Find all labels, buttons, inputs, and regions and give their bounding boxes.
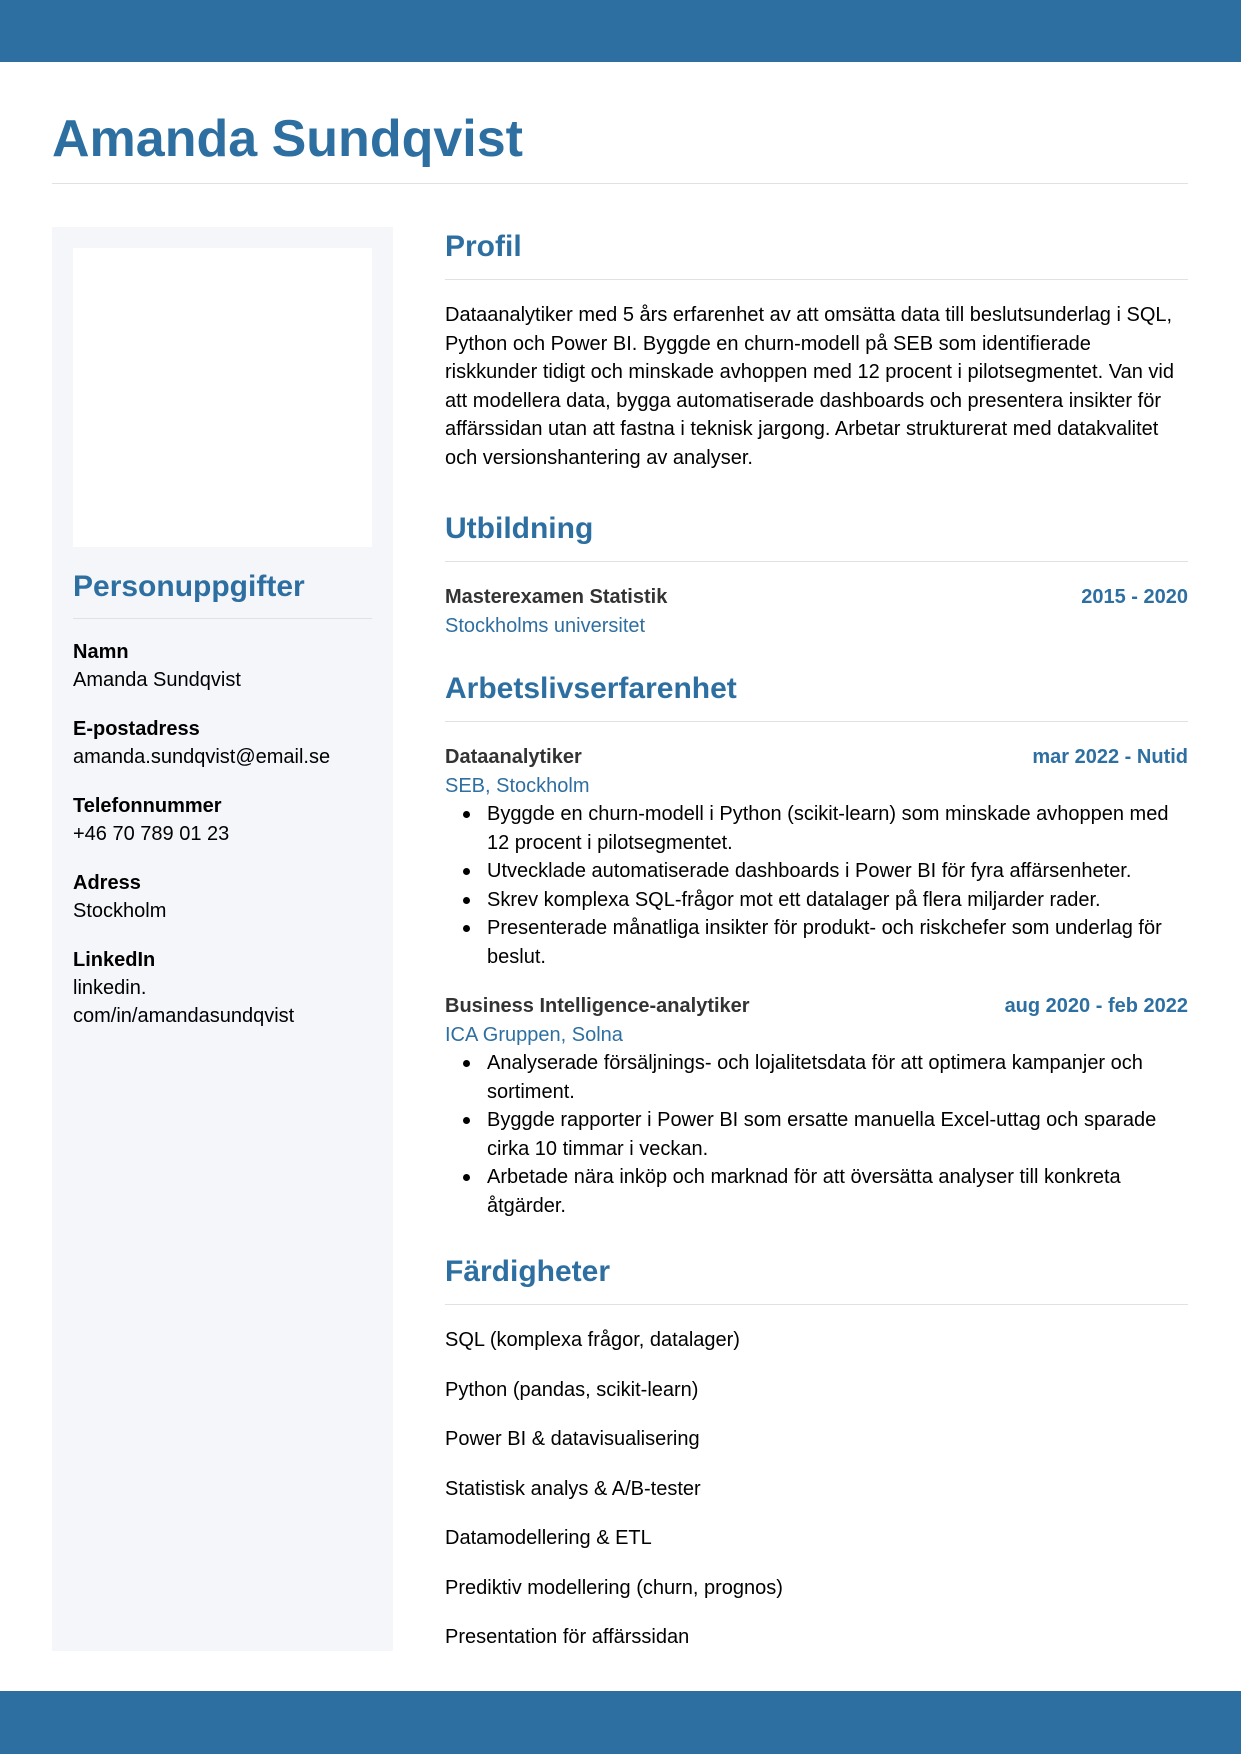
skill-item: Power BI & datavisualisering bbox=[445, 1428, 700, 1450]
achievement-item: Skrev komplexa SQL-frågor mot ett datalager på flera miljarder rader. bbox=[445, 886, 1188, 915]
personal-info-fields bbox=[73, 638, 373, 1051]
achievement-item: Byggde en churn-modell i Python (scikit-learn) som minskade avhoppen med 12 procent i pilotsegmentet. bbox=[445, 800, 1188, 857]
skill-item: Statistisk analys & A/B-tester bbox=[445, 1477, 701, 1500]
main-content bbox=[445, 224, 1188, 1652]
achievement-item: Analyserade försäljnings- och lojalitetsdata för att optimera kampanjer och sortiment. bbox=[445, 1049, 1188, 1106]
skills-section bbox=[445, 1249, 1188, 1652]
field-value: Amanda Sundqvist bbox=[73, 669, 241, 691]
achievement-item: Byggde rapporter i Power BI som ersatte manuella Excel-uttag och sparade cirka 10 timmar i veckan. bbox=[445, 1106, 1188, 1163]
employer: SEB, Stockholm bbox=[445, 774, 590, 797]
candidate-name: Amanda Sundqvist bbox=[52, 110, 523, 168]
job-title: Dataanalytiker bbox=[445, 746, 582, 768]
achievement-item: Utvecklade automatiserade dashboards i Power BI för fyra affärsenheter. bbox=[445, 857, 1188, 886]
skills-list bbox=[445, 1326, 1188, 1652]
education-item bbox=[445, 583, 1188, 640]
experience-section bbox=[445, 666, 1188, 1220]
date-range: mar 2022 - Nutid bbox=[1032, 746, 1188, 768]
field-value: com/in/amandasundqvist bbox=[73, 1005, 295, 1027]
profile-text: Dataanalytiker med 5 års erfarenhet av att omsätta data till beslutsunderlag i SQL, Python och Power BI. Byggde en churn-modell på SEB som identifierade riskkunder tidigt och minskade avhoppen med 12 procent i pilotsegmentet. Van vid att modellera data, bygga automatiserade dashboards och presentera insikter för affärssidan utan att fastna i teknisk jargong. Arbetar strukturerat med datakvalitet och versionshantering av analyser. bbox=[445, 304, 1174, 469]
section-divider bbox=[445, 279, 1188, 280]
education-section bbox=[445, 506, 1188, 640]
field-phone bbox=[73, 792, 373, 848]
field-value: Stockholm bbox=[73, 900, 167, 922]
degree-title: Masterexamen Statistik bbox=[445, 586, 668, 608]
profile-section bbox=[445, 224, 1188, 472]
section-heading: Färdigheter bbox=[445, 1255, 611, 1288]
personal-info-heading: Personuppgifter bbox=[73, 570, 305, 603]
field-name bbox=[73, 638, 373, 694]
section-heading: Profil bbox=[445, 230, 522, 263]
personal-info-divider bbox=[73, 618, 372, 619]
field-email bbox=[73, 715, 373, 771]
skill-item: Prediktiv modellering (churn, prognos) bbox=[445, 1576, 783, 1599]
field-label: LinkedIn bbox=[73, 949, 156, 971]
field-linkedin bbox=[73, 946, 373, 1030]
job-item bbox=[445, 743, 1188, 971]
footer-band bbox=[0, 1691, 1241, 1754]
field-label: Adress bbox=[73, 872, 141, 894]
skill-item: Presentation för affärssidan bbox=[445, 1626, 690, 1648]
achievement-item: Arbetade nära inköp och marknad för att översätta analyser till konkreta åtgärder. bbox=[445, 1163, 1188, 1220]
skill-item: Datamodellering & ETL bbox=[445, 1527, 652, 1549]
section-heading: Utbildning bbox=[445, 512, 594, 545]
section-heading: Arbetslivserfarenhet bbox=[445, 672, 737, 705]
date-range: 2015 - 2020 bbox=[1081, 586, 1188, 608]
job-item bbox=[445, 992, 1188, 1220]
personal-info-sidebar bbox=[52, 227, 393, 1651]
field-address bbox=[73, 869, 373, 925]
field-label: E-postadress bbox=[73, 718, 200, 740]
achievement-item: Presenterade månatliga insikter för produkt- och riskchefer som underlag för beslut. bbox=[445, 914, 1188, 971]
name-divider bbox=[52, 183, 1188, 184]
skill-item: SQL (komplexa frågor, datalager) bbox=[445, 1329, 740, 1351]
field-value: +46 70 789 01 23 bbox=[73, 823, 230, 845]
achievement-list bbox=[445, 800, 1188, 971]
section-divider bbox=[445, 721, 1188, 722]
job-title: Business Intelligence-analytiker bbox=[445, 995, 750, 1017]
header-band bbox=[0, 0, 1241, 62]
field-value: linkedin. bbox=[73, 977, 147, 999]
photo-placeholder bbox=[73, 248, 372, 547]
field-label: Telefonnummer bbox=[73, 795, 222, 817]
date-range: aug 2020 - feb 2022 bbox=[1004, 995, 1188, 1017]
section-divider bbox=[445, 561, 1188, 562]
field-value: amanda.sundqvist@email.se bbox=[73, 746, 331, 768]
achievement-list bbox=[445, 1049, 1188, 1220]
skill-item: Python (pandas, scikit-learn) bbox=[445, 1378, 699, 1401]
field-label: Namn bbox=[73, 641, 129, 663]
institution: Stockholms universitet bbox=[445, 614, 646, 637]
employer: ICA Gruppen, Solna bbox=[445, 1023, 623, 1046]
section-divider bbox=[445, 1304, 1188, 1305]
